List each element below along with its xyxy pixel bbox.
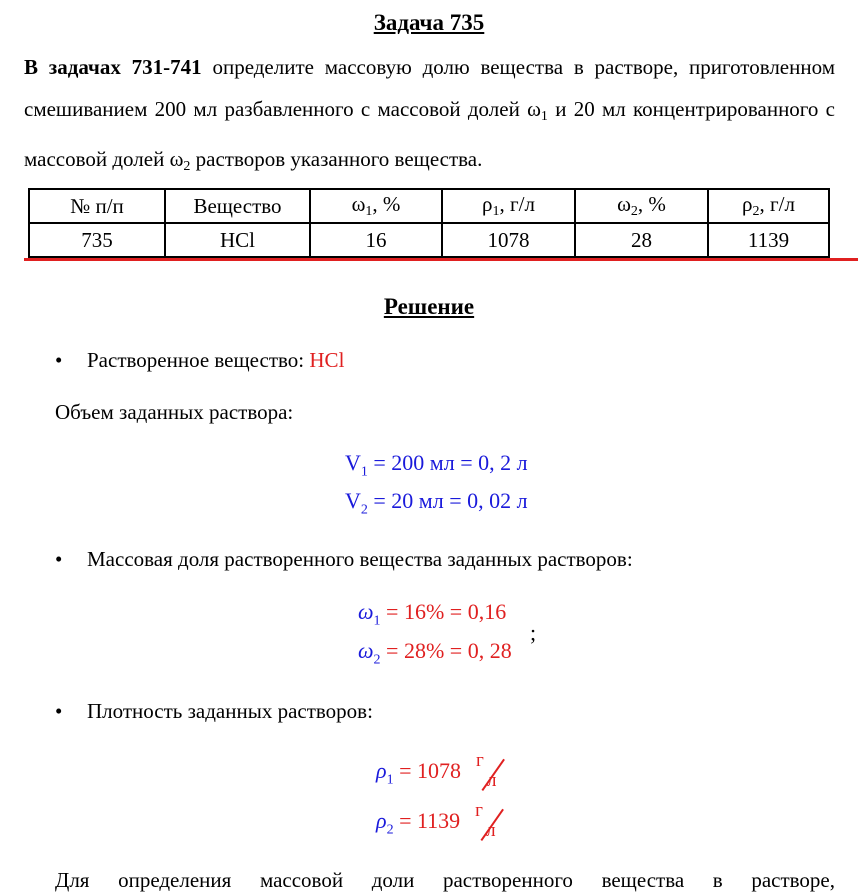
continuation-text: Для определения массовой доли растворенного вещества в растворе, [55,868,835,892]
header-w2: $\omega_2$, % [575,189,708,223]
header-p2: $\rho_2$, г/л [708,189,829,223]
statement-part-2: и 20 мл концентрированного с массовой долей ω [24,97,835,171]
task-title: Задача 735 [373,10,485,35]
cell-w1: 16 [310,223,442,257]
task-statement [24,46,835,188]
header-w1: $\omega_1$, % [310,189,442,223]
unit-g-per-l: г л [471,806,505,846]
semicolon: ; [530,620,537,645]
bullet-label: Массовая доля растворенного вещества заданных растворов: [87,547,633,571]
statement-sub-1: 1 [540,109,548,124]
bullet-label: Растворенное вещество: [87,348,310,372]
bullet-mass-fraction [55,547,633,572]
formula-w2: $\omega_2 = 28\% = 0$, 28 [358,638,512,668]
formula-p2: $\rho_2 = 1139$ г л [376,806,505,846]
header-p1: $\rho_1$, г/л [442,189,575,223]
bullet-icon: • [55,699,63,723]
substance-value: HCl [309,348,345,372]
bullet-icon: • [55,348,63,372]
table-header-row [29,189,829,223]
cell-p1: 1078 [442,223,575,257]
cell-substance: HCl [165,223,310,257]
statement-part-3: растворов указанного вещества. [190,147,483,171]
table-row [29,223,829,257]
cell-number: 735 [29,223,165,257]
bullet-label: Плотность заданных растворов: [87,699,373,723]
cell-p2: 1139 [708,223,829,257]
task-range: В задачах 731-741 [24,55,202,79]
bullet-substance [55,348,344,373]
header-number: № п/п [29,189,165,223]
bullet-icon: • [55,547,63,571]
volume-label: Объем заданных раствора: [55,400,294,424]
bullet-density [55,699,373,724]
cell-w2: 28 [575,223,708,257]
statement-part-1: определите массовую долю вещества в растворе, приготовленном смешиванием 200 мл разбавленного с массовой долей ω [24,55,835,121]
formula-v2: $V_2 = 20$ мл = 0, 02 л [345,488,528,518]
statement-sub-2: 2 [183,159,191,174]
data-table [28,188,830,258]
formula-v1: $V_1 = 200$ мл = 0, 2 л [345,450,528,480]
header-substance: Вещество [165,189,310,223]
formula-w1: $\omega_1 = 16\% = 0,16$ [358,599,507,629]
solution-title: Решение [383,294,475,319]
formula-p1: $\rho_1 = 1078$ г л [376,756,506,796]
unit-g-per-l: г л [472,756,506,796]
red-underline [24,258,858,261]
